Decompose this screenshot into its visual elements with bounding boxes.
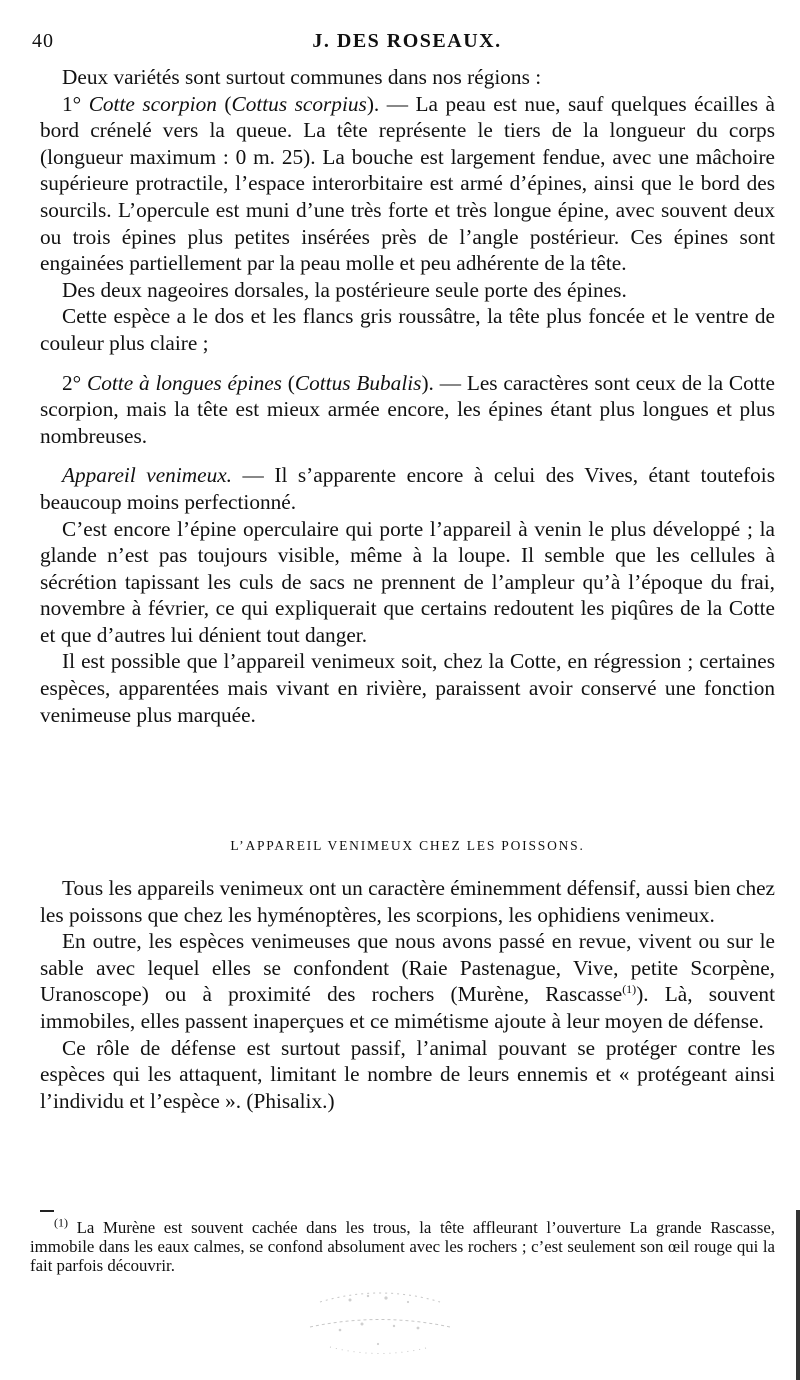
footnote-marker: (1) [54,1215,68,1230]
footnote-reference: (1) [622,982,637,997]
running-title: J. DES ROSEAUX. [312,30,502,52]
variety-1-latin: Cottus scorpius [231,91,367,116]
passive-defense-paragraph: Ce rôle de défense est surtout passif, l’animal pouvant se protéger contre les espèces qui les attaquent, limitant le nombre de leurs ennemis et « protégeant ainsi l’individu et l’espèce ». (Phisalix.) [40,1035,775,1113]
venom-apparatus-paragraph [40,462,775,515]
variety-1-number: 1° [62,91,82,116]
variety-2-paragraph: 2° Cotte à longues épines (Cottus Bubalis). — Les caractères sont ceux de la Cotte scorpion, mais la tête est mieux armée encore, les épines étant plus longues et plus nombreuses. [40,370,776,448]
variety-1-paragraph: 1° Cotte scorpion (Cottus scorpius). — La peau est nue, sauf quelques écailles à bord crénelé vers la queue. La tête représente le tiers de la longueur du corps (longueur maximum : 0 m. 25). La bouche est largement fendue, avec une mâchoire supérieure protractile, l’espace interorbitaire est armé d’épines, ainsi que le bord des sourcils. L’opercule est muni d’une très forte et très longue épine, avec souvent deux ou trois épines plus petites insérées près de l’angle postérieur. Ces épines sont engainées partiellement par la peau molle et peu adhérente de la tête. [40,91,775,276]
defensive-paragraph: Tous les appareils venimeux ont un caractère éminemment défensif, aussi bien chez les poissons que chez les hyménoptères, les scorpions, les ophidiens venimeux. [40,876,775,927]
camouflage-paragraph [40,928,775,1034]
variety-1-text: . — La peau est nue, sauf quelques écailles à bord crénelé vers la queue. La tête représente le tiers de la longueur du corps (longueur maximum : 0 m. 25). La bouche est largement fendue, avec une mâchoire supérieure protractile, l’espace interorbitaire est armé d’épines, ainsi que le bord des sourcils. L’opercule est muni d’une très forte et très longue épine, avec souvent deux ou trois épines plus petites insérées près de l’angle postérieur. Ces épines sont engainées partiellement par la peau molle et peu adhérente de la tête. [40,91,775,276]
camouflage-text-start: En outre, les espèces venimeuses que nous avons passé en revue, vivent ou sur le sable avec lequel elles se confondent (Raie Pastenague, Vive, petite Scorpène, Uranoscope) ou à proximité des rochers (Murène, Rascasse [40,929,775,1007]
page-number: 40 [32,30,54,52]
opercular-spine-paragraph: C’est encore l’épine operculaire qui porte l’appareil à venin le plus développé ; la glande n’est pas toujours visible, même à la loupe. Il semble que les cellules à sécrétion tapissant les culs de sacs ne prennent de l’ampleur qu’à l’époque du frai, novembre à février, ce qui expliquerait que certains redoutent les piqûres de la Cotte et que d’autres lui dénient tout danger. [40,516,775,647]
footnote [30,1215,775,1275]
camouflage-text-end: ). Là, souvent immobiles, elles passent inaperçues et ce mimétisme ajoute à leur moyen de défense. [40,982,775,1033]
variety-2-name: Cotte à longues épines [87,370,282,395]
regression-paragraph: Il est possible que l’appareil venimeux soit, chez la Cotte, en régression ; certaines espèces, apparentées mais vivant en rivière, paraissent avoir conservé une fonction venimeuse plus marquée. [40,649,775,727]
section-text [40,875,775,1114]
venom-apparatus-label: Appareil venimeux. [62,463,232,488]
main-text [40,64,775,728]
dorsal-paragraph: Des deux nageoires dorsales, la postérieure seule porte des épines. [62,277,627,302]
library-stamp-icon [290,1282,470,1362]
section-heading: L’APPAREIL VENIMEUX CHEZ LES POISSONS. [230,838,585,853]
variety-2-text: . — Les caractères sont ceux de la Cotte scorpion, mais la tête est mieux armée encore, les épines étant plus longues et plus nombreuses. [40,370,776,448]
variety-1-name: Cotte scorpion [88,91,217,116]
intro-paragraph: Deux variétés sont surtout communes dans nos régions : [62,65,542,89]
page-header [32,30,782,60]
page-edge [796,1210,800,1380]
footnote-rule [40,1210,54,1212]
footnote-text: La Murène est souvent cachée dans les trous, la tête affleurant l’ouverture La grande Rascasse, immobile dans les eaux calmes, se confond absolument avec les rochers ; c’est seulement son œil rouge qui la fait parfois découvrir. [30,1218,775,1275]
variety-2-number: 2° [62,370,82,395]
variety-2-latin: Cottus Bubalis [294,370,422,395]
venom-apparatus-text: — Il s’apparente encore à celui des Vives, étant toutefois beaucoup moins perfectionné. [40,463,775,514]
color-paragraph: Cette espèce a le dos et les flancs gris roussâtre, la tête plus foncée et le ventre de couleur plus claire ; [40,304,775,355]
